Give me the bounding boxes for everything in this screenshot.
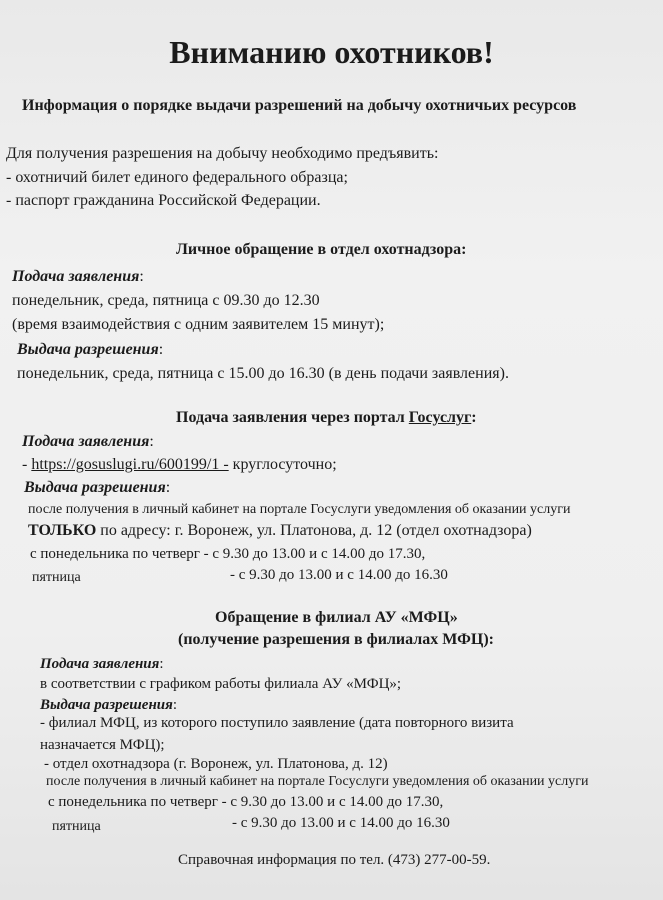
intro-item-passport: - паспорт гражданина Российской Федерации. <box>6 192 321 209</box>
gosuslugi-url-link[interactable]: https://gosuslugi.ru/600199/1 - <box>31 456 229 473</box>
intro-lead: Для получения разрешения на добычу необходимо предъявить: <box>6 145 439 162</box>
section2-address: ТОЛЬКО по адресу: г. Воронеж, ул. Платонова, д. 12 (отдел охотнадзора) <box>28 522 532 539</box>
intro-item-ticket: - охотничий билет единого федерального образца; <box>6 169 348 186</box>
section3-heading: Обращение в филиал АУ «МФЦ» <box>215 609 458 626</box>
section2-apply-label: Подача заявления: <box>22 433 154 450</box>
page-subtitle: Информация о порядке выдачи разрешений на добычу охотничьих ресурсов <box>22 97 577 114</box>
section3-branch-line1: - филиал МФЦ, из которого поступило заявление (дата повторного визита <box>40 715 514 731</box>
section1-issue-days: понедельник, среда, пятница с 15.00 до 16.30 (в день подачи заявления). <box>17 365 509 382</box>
section2-issue-label: Выдача разрешения: <box>24 479 171 496</box>
only-emphasis: ТОЛЬКО <box>28 522 97 539</box>
section2-url-line: - https://gosuslugi.ru/600199/1 - круглосуточно; <box>22 456 337 473</box>
section3-apply-label: Подача заявления: <box>40 656 164 672</box>
section1-apply-days: понедельник, среда, пятница с 09.30 до 12.30 <box>12 292 320 309</box>
gosuslugi-link[interactable]: Госуслуг <box>408 409 472 426</box>
section2-friday-hours: - с 9.30 до 13.00 и с 14.00 до 16.30 <box>230 567 448 583</box>
section1-heading: Личное обращение в отдел охотнадзора: <box>176 241 467 258</box>
section2-mon-thu: с понедельника по четверг - с 9.30 до 13.00 и с 14.00 до 17.30, <box>30 546 426 562</box>
section3-issue-label: Выдача разрешения: <box>40 697 178 713</box>
section1-issue-label: Выдача разрешения: <box>17 341 164 358</box>
section1-apply-label: Подача заявления: <box>12 268 144 285</box>
section3-apply-line: в соответствии с графиком работы филиала АУ «МФЦ»; <box>40 676 402 692</box>
section2-notice: после получения в личный кабинет на портале Госуслуги уведомления об оказании услуги <box>28 502 571 517</box>
section3-mon-thu: с понедельника по четверг - с 9.30 до 13.00 и с 14.00 до 17.30, <box>48 794 444 810</box>
section2-heading: Подача заявления через портал Госуслуг: <box>176 409 477 426</box>
section3-subheading: (получение разрешения в филиалах МФЦ): <box>178 631 494 648</box>
section2-friday-label: пятница <box>32 570 81 585</box>
section3-notice: после получения в личный кабинет на портале Госуслуги уведомления об оказании услуги <box>46 774 589 789</box>
section3-branch-line2: назначается МФЦ); <box>40 737 165 753</box>
section1-apply-note: (время взаимодействия с одним заявителем 15 минут); <box>12 316 385 333</box>
page-title: Вниманию охотников! <box>169 34 494 70</box>
footer-phone: Справочная информация по тел. (473) 277-00-59. <box>178 852 491 868</box>
section3-friday-hours: - с 9.30 до 13.00 и с 14.00 до 16.30 <box>232 815 450 831</box>
section3-friday-label: пятница <box>52 819 101 834</box>
section3-office-line: - отдел охотнадзора (г. Воронеж, ул. Платонова, д. 12) <box>44 756 388 772</box>
